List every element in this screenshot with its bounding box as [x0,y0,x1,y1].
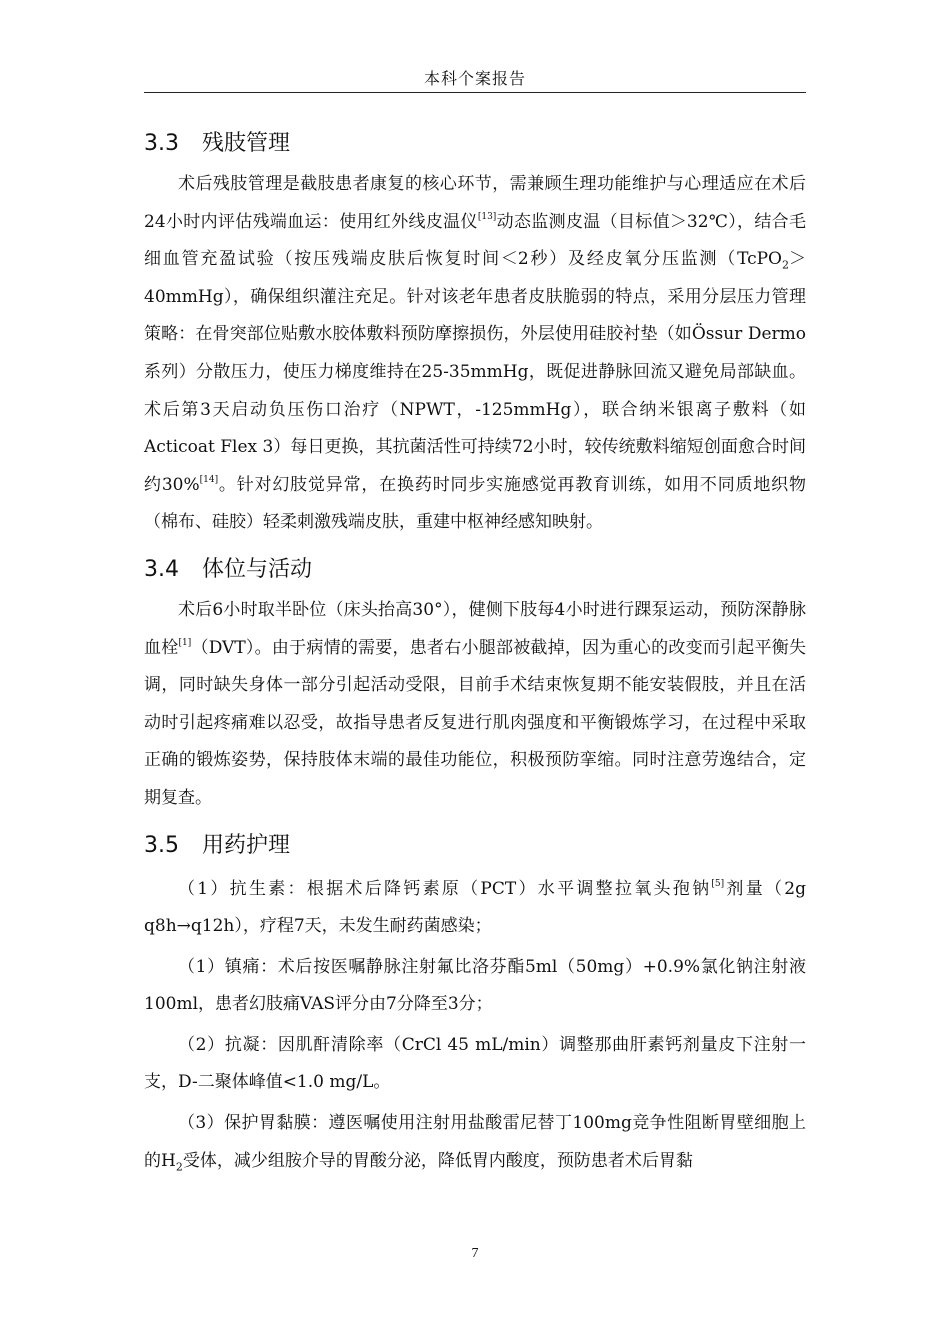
citation: [14] [199,474,219,485]
section-heading-3-5 [144,824,806,868]
text-run: 动态监测皮温（目标值＞32℃），结合毛细血管充盈试验（按压残端皮肤后恢复时间＜2秒）及经皮氧分压监测（TcPO [144,211,806,270]
text-run: ＞40mmHg），确保组织灌注充足。针对该老年患者皮肤脆弱的特点，采用分层压力管理策略：在骨突部位贴敷水胶体敷料预防摩擦损伤，外层使用硅胶衬垫（如Össur Dermo系列）分散压力，使压力梯度维持在25-35mmHg，既促进静脉回流又避免局部缺血。术后第3天启动负压伤口治疗（NPWT，-125mmHg），联合纳米银离子敷料（如Acticoat Flex 3）每日更换，其抗菌活性可持续72小时，较传统敷料缩短创面愈合时间约30% [144,249,806,495]
page-number: 7 [471,1246,479,1261]
page-content [144,122,806,1180]
subscript: 2 [782,258,789,272]
medication-item-analgesia [144,949,806,1024]
section-title: 残肢管理 [202,131,291,156]
text-run: 剂量（2g q8h→q12h），疗程7天，未发生耐药菌感染； [144,878,806,937]
section-title: 用药护理 [202,832,291,858]
section-number: 3.5 [144,832,179,858]
section-heading-3-3 [144,122,806,166]
paragraph-position-activity [144,592,806,818]
citation: [1] [178,637,192,648]
text-run: （1）镇痛：术后按医嘱静脉注射氟比洛芬酯5ml（50mg）+0.9%氯化钠注射液100ml，患者幻肢痛VAS评分由7分降至3分； [144,956,806,1015]
citation: [5] [711,878,725,889]
section-title: 体位与活动 [202,556,313,582]
text-run: 。针对幻肢觉异常，在换药时同步实施感觉再教育训练，如用不同质地织物（棉布、硅胶）轻柔刺激残端皮肤，重建中枢神经感知映射。 [144,474,806,533]
text-run: （1）抗生素：根据术后降钙素原（PCT）水平调整拉氧头孢钠 [178,878,712,899]
text-run: 术后6小时取半卧位（床头抬高30°），健侧下肢每4小时进行踝泵运动，预防深静脉血栓 [144,599,806,658]
text-run: （DVT）。由于病情的需要，患者右小腿部被截掉，因为重心的改变而引起平衡失调，同时缺失身体一部分引起活动受限，目前手术结束恢复期不能安装假肢，并且在活动时引起疼痛难以忍受，故指导患者反复进行肌肉强度和平衡锻炼学习，在过程中采取正确的锻炼姿势，保持肢体末端的最佳功能位，积极预防挛缩。同时注意劳逸结合，定期复查。 [144,637,807,808]
section-heading-3-4 [144,548,806,592]
medication-item-gastric-protection [144,1105,806,1180]
section-number: 3.3 [144,131,179,156]
medication-item-anticoagulation [144,1027,806,1102]
section-number: 3.4 [144,556,179,582]
text-run: 术后残肢管理是截肢患者康复的核心环节，需兼顾生理功能维护与心理适应在术后24小时内评估残端血运：使用红外线皮温仪 [144,174,806,232]
text-run: （2）抗凝：因肌酐清除率（CrCl 45 mL/min）调整那曲肝素钙剂量皮下注射一支，D-二聚体峰值<1.0 mg/L。 [144,1034,806,1093]
subscript: 2 [175,1160,183,1174]
text-run: （3）保护胃黏膜：遵医嘱使用注射用盐酸雷尼替丁100mg竞争性阻断胃壁细胞上的H [144,1113,806,1171]
text-run: 受体，减少组胺介导的胃酸分泌，降低胃内酸度，预防患者术后胃黏 [182,1150,693,1171]
header-rule [144,92,806,93]
medication-item-antibiotic [144,871,806,946]
paragraph-residual-limb [144,166,806,542]
citation: [13] [477,211,497,222]
running-header: 本科个案报告 [423,69,526,88]
